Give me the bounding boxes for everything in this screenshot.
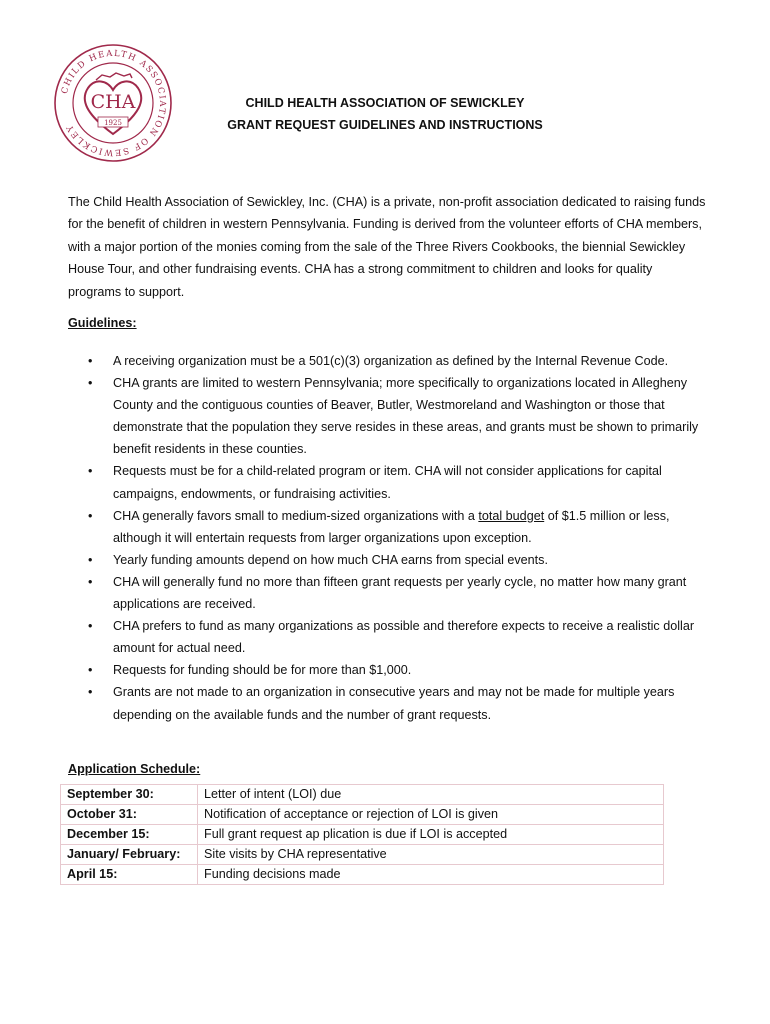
seal-year: 1925 <box>104 119 122 127</box>
schedule-date: September 30: <box>61 785 198 805</box>
guideline-item: • Yearly funding amounts depend on how much CHA earns from special events. <box>68 549 708 571</box>
cha-seal-logo <box>52 42 174 164</box>
guideline-item: • Grants are not made to an organization in consecutive years and may not be made for multiple years depending on the available funds and the number of grant requests. <box>68 681 708 725</box>
guideline-item: • CHA will generally fund no more than fifteen grant requests per yearly cycle, no matter how many grant applications are received. <box>68 571 708 615</box>
guideline-item: • CHA grants are limited to western Pennsylvania; more specifically to organizations located in Allegheny County and the contiguous counties of Beaver, Butler, Westmoreland and Washington or those that demonstrate that the population they serve resides in these areas, and grants must be shown to primarily benefit residents in these counties. <box>68 372 708 460</box>
guideline-text: CHA generally favors small to medium-sized organizations with a <box>113 508 479 523</box>
guideline-item: • A receiving organization must be a 501(c)(3) organization as defined by the Internal Revenue Code. <box>68 350 708 372</box>
guideline-item: • CHA prefers to fund as many organizations as possible and therefore expects to receive a realistic dollar amount for actual need. <box>68 615 708 659</box>
title-line-1: CHILD HEALTH ASSOCIATION OF SEWICKLEY <box>245 96 525 110</box>
guideline-item: • Requests must be for a child-related program or item. CHA will not consider applications for capital campaigns, endowments, or fundraising activities. <box>68 460 708 504</box>
schedule-heading: Application Schedule: <box>68 762 201 776</box>
schedule-event: Full grant request ap plication is due if LOI is accepted <box>198 825 664 845</box>
guideline-item: • Requests for funding should be for more than $1,000. <box>68 659 708 681</box>
seal-ring-text: CHILD HEALTH ASSOCIATION OF SEWICKLEY <box>59 48 168 158</box>
schedule-event: Funding decisions made <box>198 865 664 885</box>
table-row <box>61 805 664 825</box>
table-row <box>61 865 664 885</box>
guidelines-heading: Guidelines: <box>68 316 137 330</box>
schedule-date: January/ February: <box>61 845 198 865</box>
title-line-2: GRANT REQUEST GUIDELINES AND INSTRUCTIONS <box>227 118 543 132</box>
table-row <box>61 845 664 865</box>
schedule-table <box>60 784 664 885</box>
schedule-event: Letter of intent (LOI) due <box>198 785 664 805</box>
table-row <box>61 825 664 845</box>
schedule-date: October 31: <box>61 805 198 825</box>
guidelines-list <box>68 350 708 726</box>
schedule-event: Notification of acceptance or rejection of LOI is given <box>198 805 664 825</box>
seal-center-text: CHA <box>90 91 136 113</box>
guideline-text: of $1.5 million or less, although it will entertain requests from larger organizations upon exception. <box>113 508 670 545</box>
intro-paragraph: The Child Health Association of Sewickley, Inc. (CHA) is a private, non-profit association dedicated to raising funds for the benefit of children in western Pennsylvania. Funding is derived from the volunteer efforts of CHA members, with a major portion of the monies coming from the sale of the Three Rivers Cookbooks, the biennial Sewickley House Tour, and other fundraising events. CHA has a strong commitment to children and looks for quality programs to support. <box>68 195 706 299</box>
schedule-date: April 15: <box>61 865 198 885</box>
document-title <box>170 92 600 136</box>
schedule-event: Site visits by CHA representative <box>198 845 664 865</box>
total-budget-underlined: total budget <box>478 508 545 523</box>
schedule-date: December 15: <box>61 825 198 845</box>
table-row <box>61 785 664 805</box>
guideline-item <box>68 505 708 549</box>
